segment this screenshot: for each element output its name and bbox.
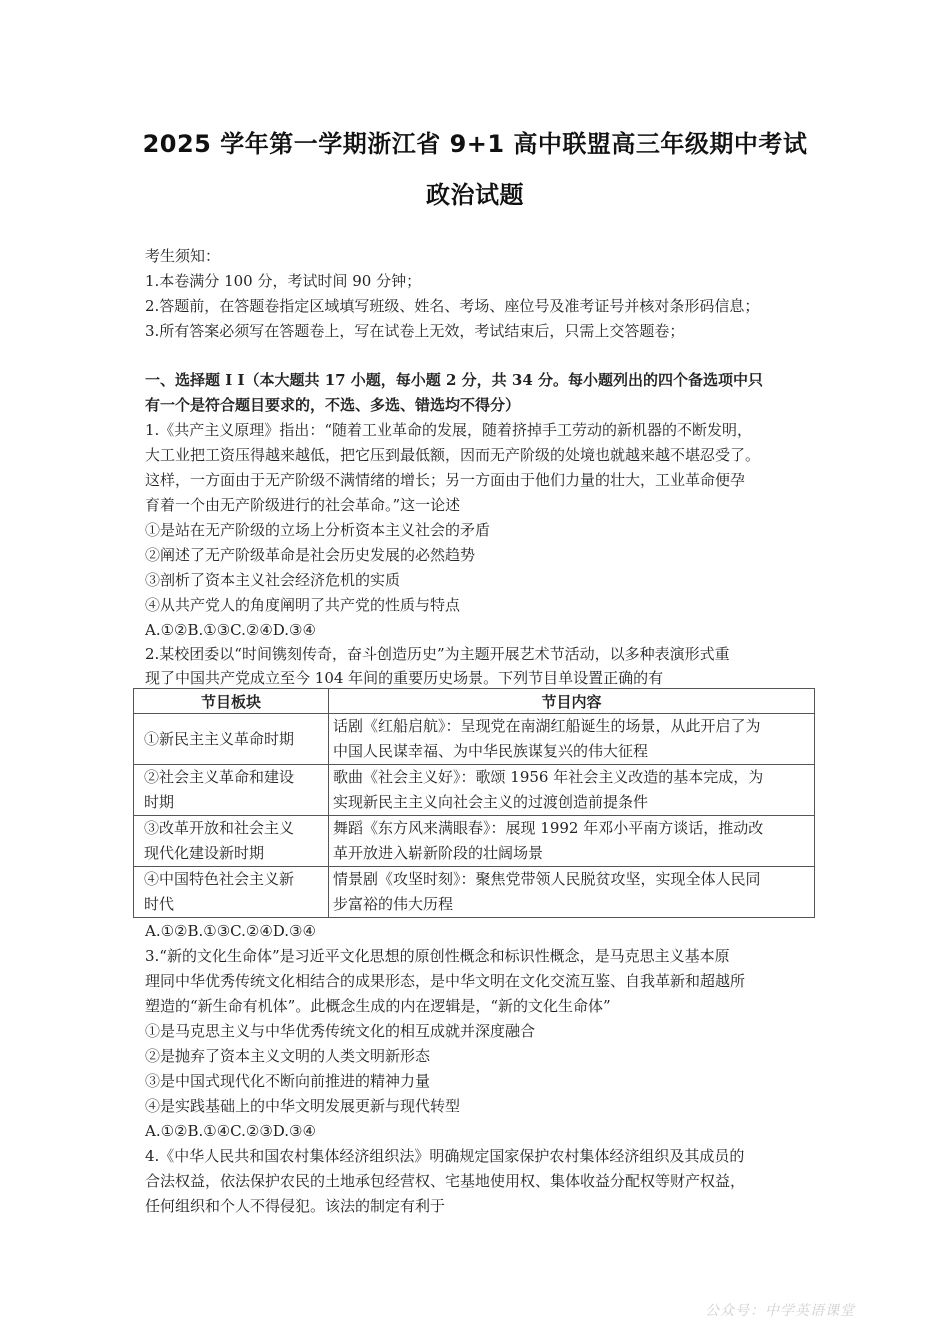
program-content-cell bbox=[329, 714, 815, 765]
watermark-text: 公众号：中学英语课堂 bbox=[705, 1303, 855, 1319]
notice-heading: 考生须知： bbox=[145, 247, 221, 265]
program-content-text: 中国人民谋幸福、为中华民族谋复兴的伟大征程 bbox=[333, 742, 649, 760]
program-block-text: ①新民主主义革命时期 bbox=[144, 729, 295, 748]
exam-title: 2025 学年第一学期浙江省 9+1 高中联盟高三年级期中考试 bbox=[142, 130, 808, 158]
program-block-text: 现代化建设新时期 bbox=[144, 844, 265, 862]
q1-stem: 这样，一方面由于无产阶级不满情绪的增长；另一方面由于他们力量的壮大，工业革命便孕 bbox=[145, 471, 746, 489]
program-content-text: 话剧《红船启航》：呈现党在南湖红船诞生的场景，从此开启了为 bbox=[333, 717, 761, 735]
q2-answers: A.①②B.①③C.②④D.③④ bbox=[145, 922, 316, 940]
program-content-text: 情景剧《攻坚时刻》：聚焦党带领人民脱贫攻坚，实现全体人民同 bbox=[333, 870, 761, 888]
program-content-cell bbox=[329, 765, 815, 816]
program-block-text: ②社会主义革命和建设 bbox=[144, 768, 295, 786]
column-header-block: 节目板块 bbox=[134, 689, 329, 714]
exam-subtitle: 政治试题 bbox=[426, 181, 524, 209]
program-content-text: 舞蹈《东方风来满眼春》：展现 1992 年邓小平南方谈话，推动改 bbox=[333, 819, 764, 837]
q2-stem: 现了中国共产党成立至今 104 年间的重要历史场景。下列节目单设置正确的有 bbox=[145, 669, 664, 687]
q1-option: ④从共产党人的角度阐明了共产党的性质与特点 bbox=[145, 596, 461, 614]
program-block-cell bbox=[134, 714, 329, 765]
program-content-text: 实现新民主主义向社会主义的过渡创造前提条件 bbox=[333, 793, 649, 811]
program-block-text: 时代 bbox=[144, 895, 175, 913]
program-block-text: 时期 bbox=[144, 793, 175, 811]
q1-option: ①是站在无产阶级的立场上分析资本主义社会的矛盾 bbox=[145, 521, 491, 539]
program-content-cell bbox=[329, 867, 815, 918]
q1-stem: 1.《共产主义原理》指出：“随着工业革命的发展，随着挤掉手工劳动的新机器的不断发明， bbox=[145, 421, 752, 439]
table-row bbox=[134, 867, 815, 918]
q1-option: ②阐述了无产阶级革命是社会历史发展的必然趋势 bbox=[145, 546, 476, 564]
q1-stem: 育着一个由无产阶级进行的社会革命。”这一论述 bbox=[145, 496, 461, 514]
table-row bbox=[134, 765, 815, 816]
q1-answers: A.①②B.①③C.②④D.③④ bbox=[145, 621, 316, 639]
program-block-cell bbox=[134, 765, 329, 816]
table-row bbox=[134, 714, 815, 765]
table-row bbox=[134, 816, 815, 867]
q4-stem: 合法权益，依法保护农民的土地承包经营权、宅基地使用权、集体收益分配权等财产权益， bbox=[145, 1172, 746, 1190]
column-header-content: 节目内容 bbox=[329, 689, 815, 714]
notice-item: 1.本卷满分 100 分，考试时间 90 分钟； bbox=[145, 272, 422, 290]
q2-stem: 2.某校团委以“时间镌刻传奇，奋斗创造历史”为主题开展艺术节活动，以多种表演形式重 bbox=[145, 645, 730, 663]
q3-option: ④是实践基础上的中华文明发展更新与现代转型 bbox=[145, 1097, 461, 1115]
table-header-row bbox=[134, 689, 815, 714]
program-block-text: ③改革开放和社会主义 bbox=[144, 819, 295, 837]
program-content-text: 革开放进入崭新阶段的壮阔场景 bbox=[333, 844, 544, 862]
q3-answers: A.①②B.①④C.②③D.③④ bbox=[145, 1122, 316, 1140]
q3-option: ③是中国式现代化不断向前推进的精神力量 bbox=[145, 1072, 431, 1090]
q3-stem: 3.“新的文化生命体”是习近平文化思想的原创性概念和标识性概念，是马克思主义基本原 bbox=[145, 947, 730, 965]
program-table bbox=[133, 688, 815, 918]
program-content-cell bbox=[329, 816, 815, 867]
q3-stem: 塑造的“新生命有机体”。此概念生成的内在逻辑是，“新的文化生命体” bbox=[145, 997, 611, 1015]
program-block-cell bbox=[134, 816, 329, 867]
notice-item: 2.答题前，在答题卷指定区域填写班级、姓名、考场、座位号及准考证号并核对条形码信息； bbox=[145, 297, 760, 315]
program-content-text: 步富裕的伟大历程 bbox=[333, 895, 454, 913]
section-heading: 一、选择题 I Ⅰ（本大题共 17 小题，每小题 2 分，共 34 分。每小题列出的四个备选项中只 bbox=[145, 371, 763, 389]
program-content-text: 歌曲《社会主义好》：歌颂 1956 年社会主义改造的基本完成，为 bbox=[333, 768, 764, 786]
q3-option: ①是马克思主义与中华优秀传统文化的相互成就并深度融合 bbox=[145, 1022, 536, 1040]
q4-stem: 4.《中华人民共和国农村集体经济组织法》明确规定国家保护农村集体经济组织及其成员的 bbox=[145, 1147, 745, 1165]
q3-option: ②是抛弃了资本主义文明的人类文明新形态 bbox=[145, 1047, 431, 1065]
q1-option: ③剖析了资本主义社会经济危机的实质 bbox=[145, 571, 401, 589]
program-block-text: ④中国特色社会主义新 bbox=[144, 870, 295, 888]
q4-stem: 任何组织和个人不得侵犯。该法的制定有利于 bbox=[145, 1197, 446, 1215]
program-block-cell bbox=[134, 867, 329, 918]
q1-stem: 大工业把工资压得越来越低，把它压到最低额，因而无产阶级的处境也就越来越不堪忍受了。 bbox=[145, 446, 761, 464]
notice-item: 3.所有答案必须写在答题卷上，写在试卷上无效，考试结束后，只需上交答题卷； bbox=[145, 322, 685, 340]
q3-stem: 理同中华优秀传统文化相结合的成果形态，是中华文明在文化交流互鉴、自我革新和超越所 bbox=[145, 972, 746, 990]
section-heading: 有一个是符合题目要求的，不选、多选、错选均不得分） bbox=[145, 396, 521, 414]
